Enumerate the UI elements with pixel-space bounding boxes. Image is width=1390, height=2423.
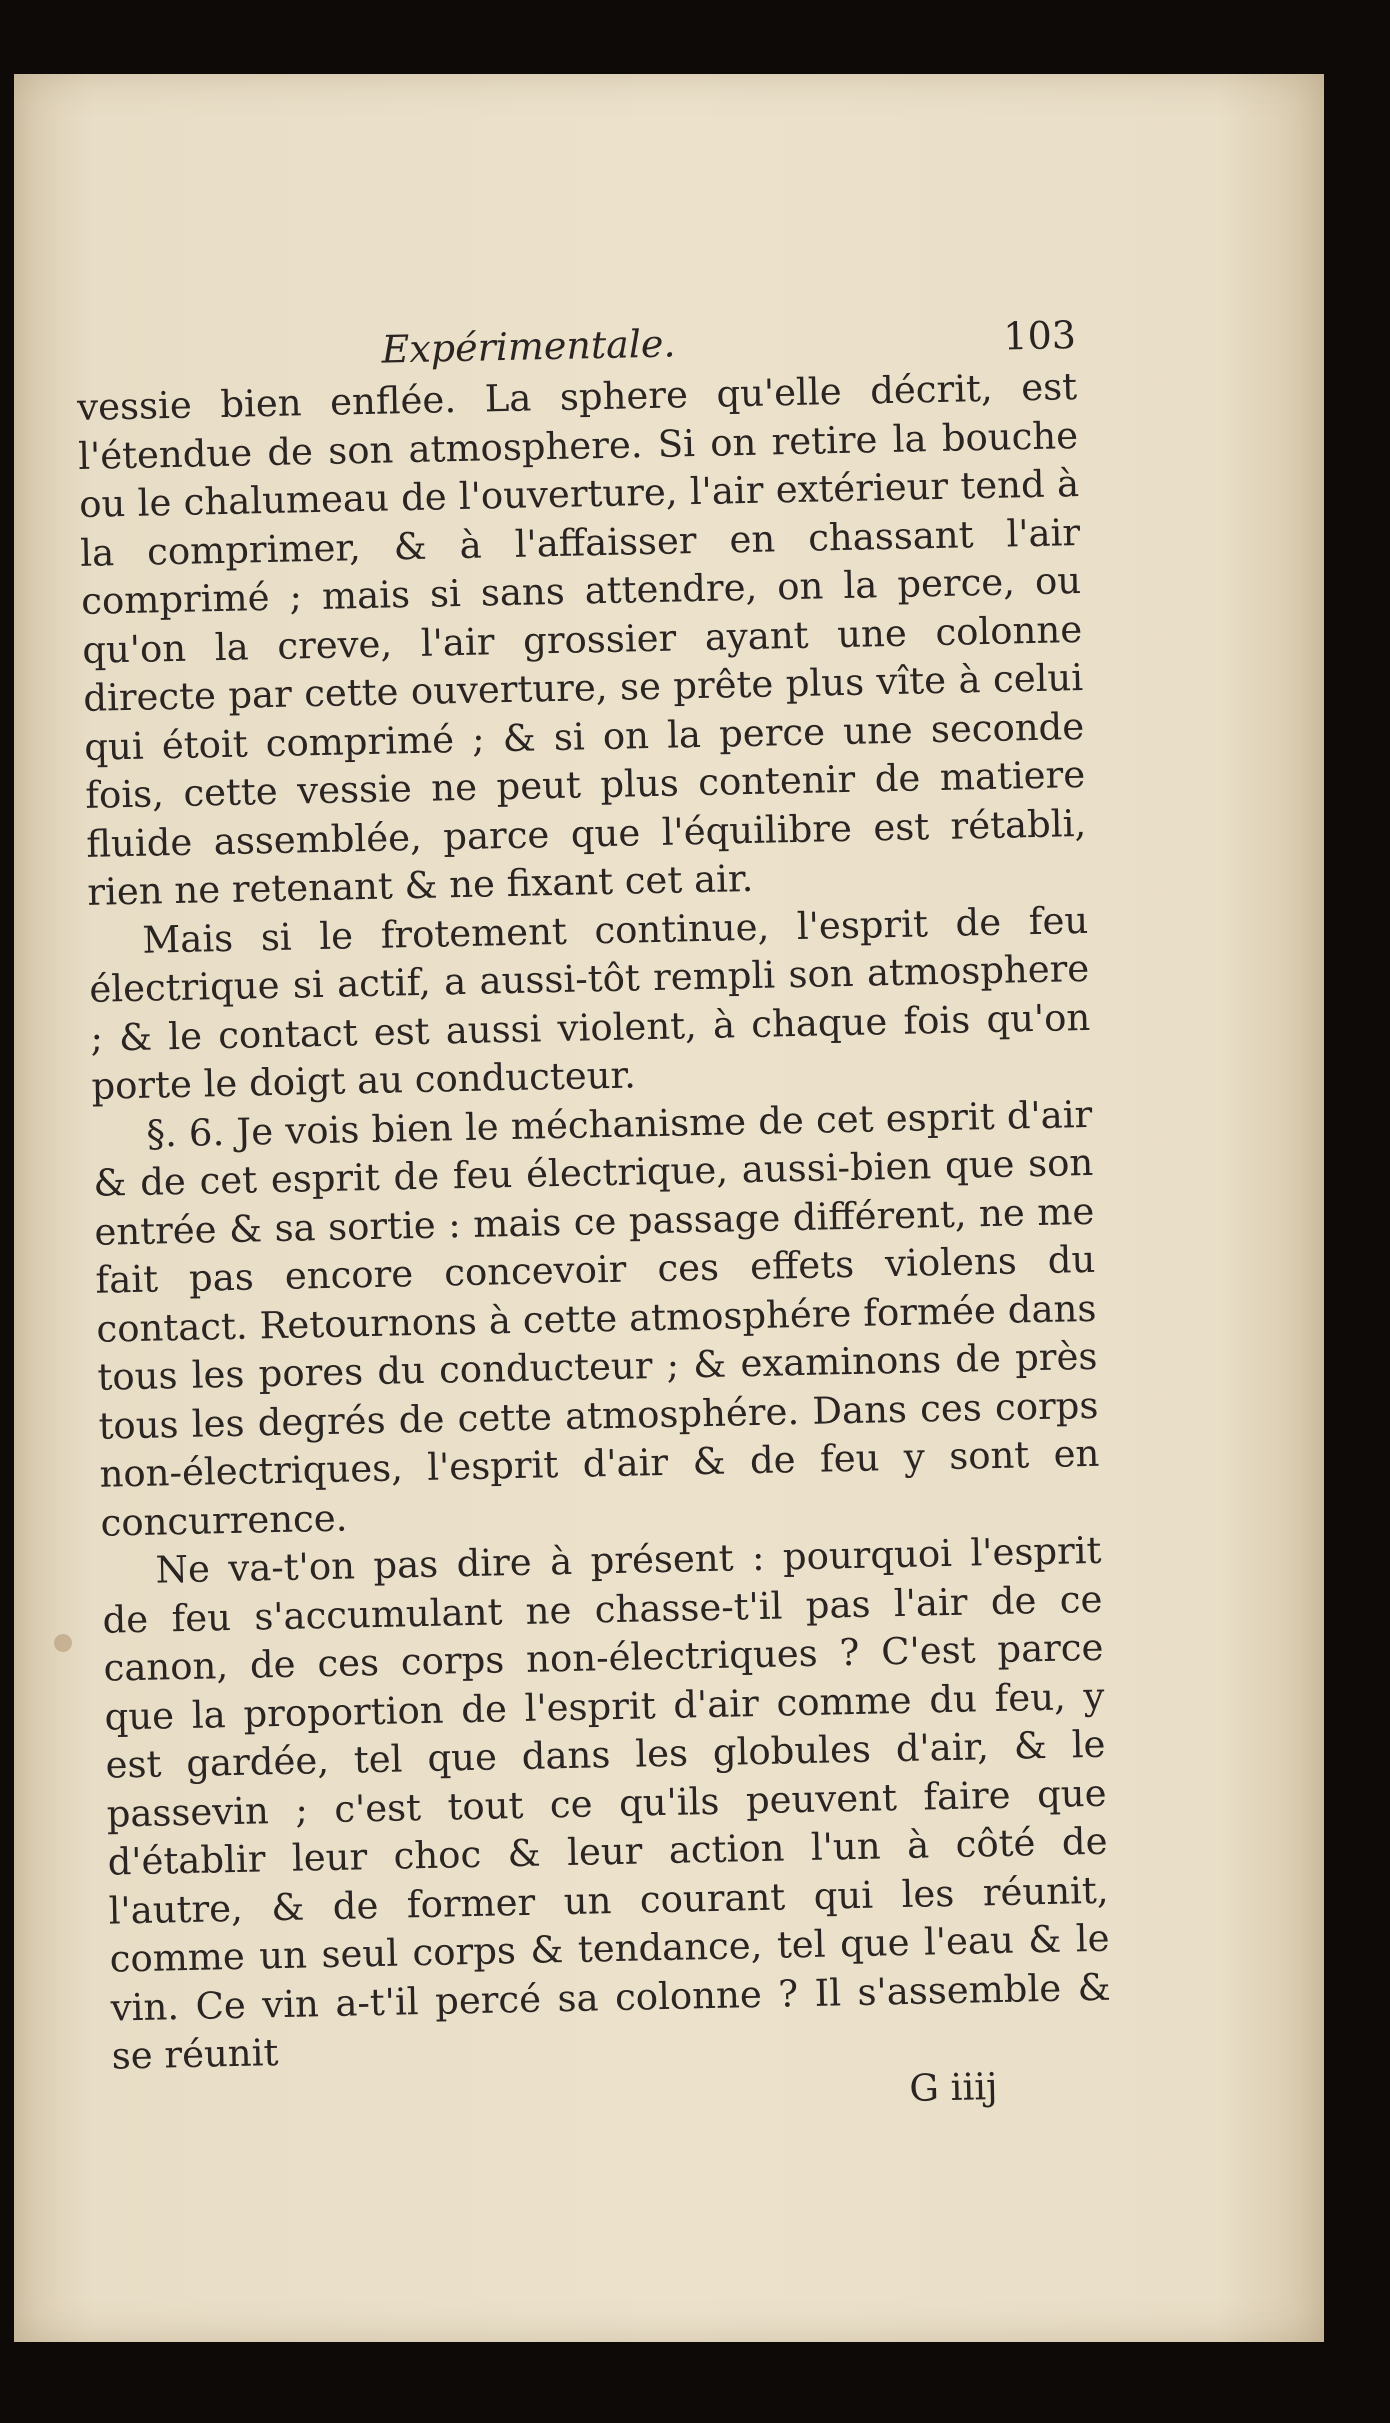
paragraph: §. 6. Je vois bien le méchanisme de cet esprit d'air & de cet esprit de feu électrique, aussi-bien que son entrée & sa sortie : mais ce passage différent, ne me fait pas encore concevoir ces effets violens du contact. Retournons à cette atmosphére formée dans tous les pores du conducteur ; & examinons de près tous les degrés de cette atmosphére. Dans ces corps non-électriques, l'esprit d'air & de feu y sont en concurrence. <box>93 1092 1100 1545</box>
paper-stain <box>54 1634 72 1652</box>
running-head: Expérimentale. <box>381 321 676 372</box>
page-header <box>74 233 1077 384</box>
paragraph: vessie bien enflée. La sphere qu'elle décrit, est l'étendue de son atmosphere. Si on retire la bouche ou le chalumeau de l'ouverture, l'air extérieur tend à la comprimer, & à l'affaisser en chassant l'air comprimé ; mais si sans attendre, on la perce, ou qu'on la creve, l'air grossier ayant une colonne directe par cette ouverture, se prête plus vîte à celui qui étoit comprimé ; & si on la perce une seconde fois, cette vessie ne peut plus contenir de matiere fluide assemblée, parce que l'équilibre est rétabli, rien ne retenant & ne fixant cet air. <box>76 365 1087 914</box>
body-text <box>77 363 1112 2081</box>
book-page <box>14 74 1324 2342</box>
paragraph: Mais si le frotement continue, l'esprit de feu électrique si actif, a aussi-tôt rempli son atmosphere ; & le contact est aussi violent, à chaque fois qu'on porte le doigt au conducteur. <box>88 898 1091 1108</box>
paragraph: Ne va-t'on pas dire à présent : pourquoi l'esprit de feu s'accumulant ne chasse-t'il pas l'air de ce canon, de ces corps non-électriques ? C'est parce que la proportion de l'esprit d'air comme du feu, y est gardée, tel que dans les globules d'air, & le passevin ; c'est tout ce qu'ils peuvent faire que d'établir leur choc & leur action l'un à côté de l'autre, & de former un courant qui les réunit, comme un seul corps & tendance, tel que l'eau & le vin. Ce vin a-t'il percé sa colonne ? Il s'assemble & se réunit <box>102 1528 1111 2078</box>
page-number: 103 <box>1002 313 1077 359</box>
text-block <box>74 233 1113 2130</box>
signature-mark: G iiij <box>908 2064 999 2110</box>
